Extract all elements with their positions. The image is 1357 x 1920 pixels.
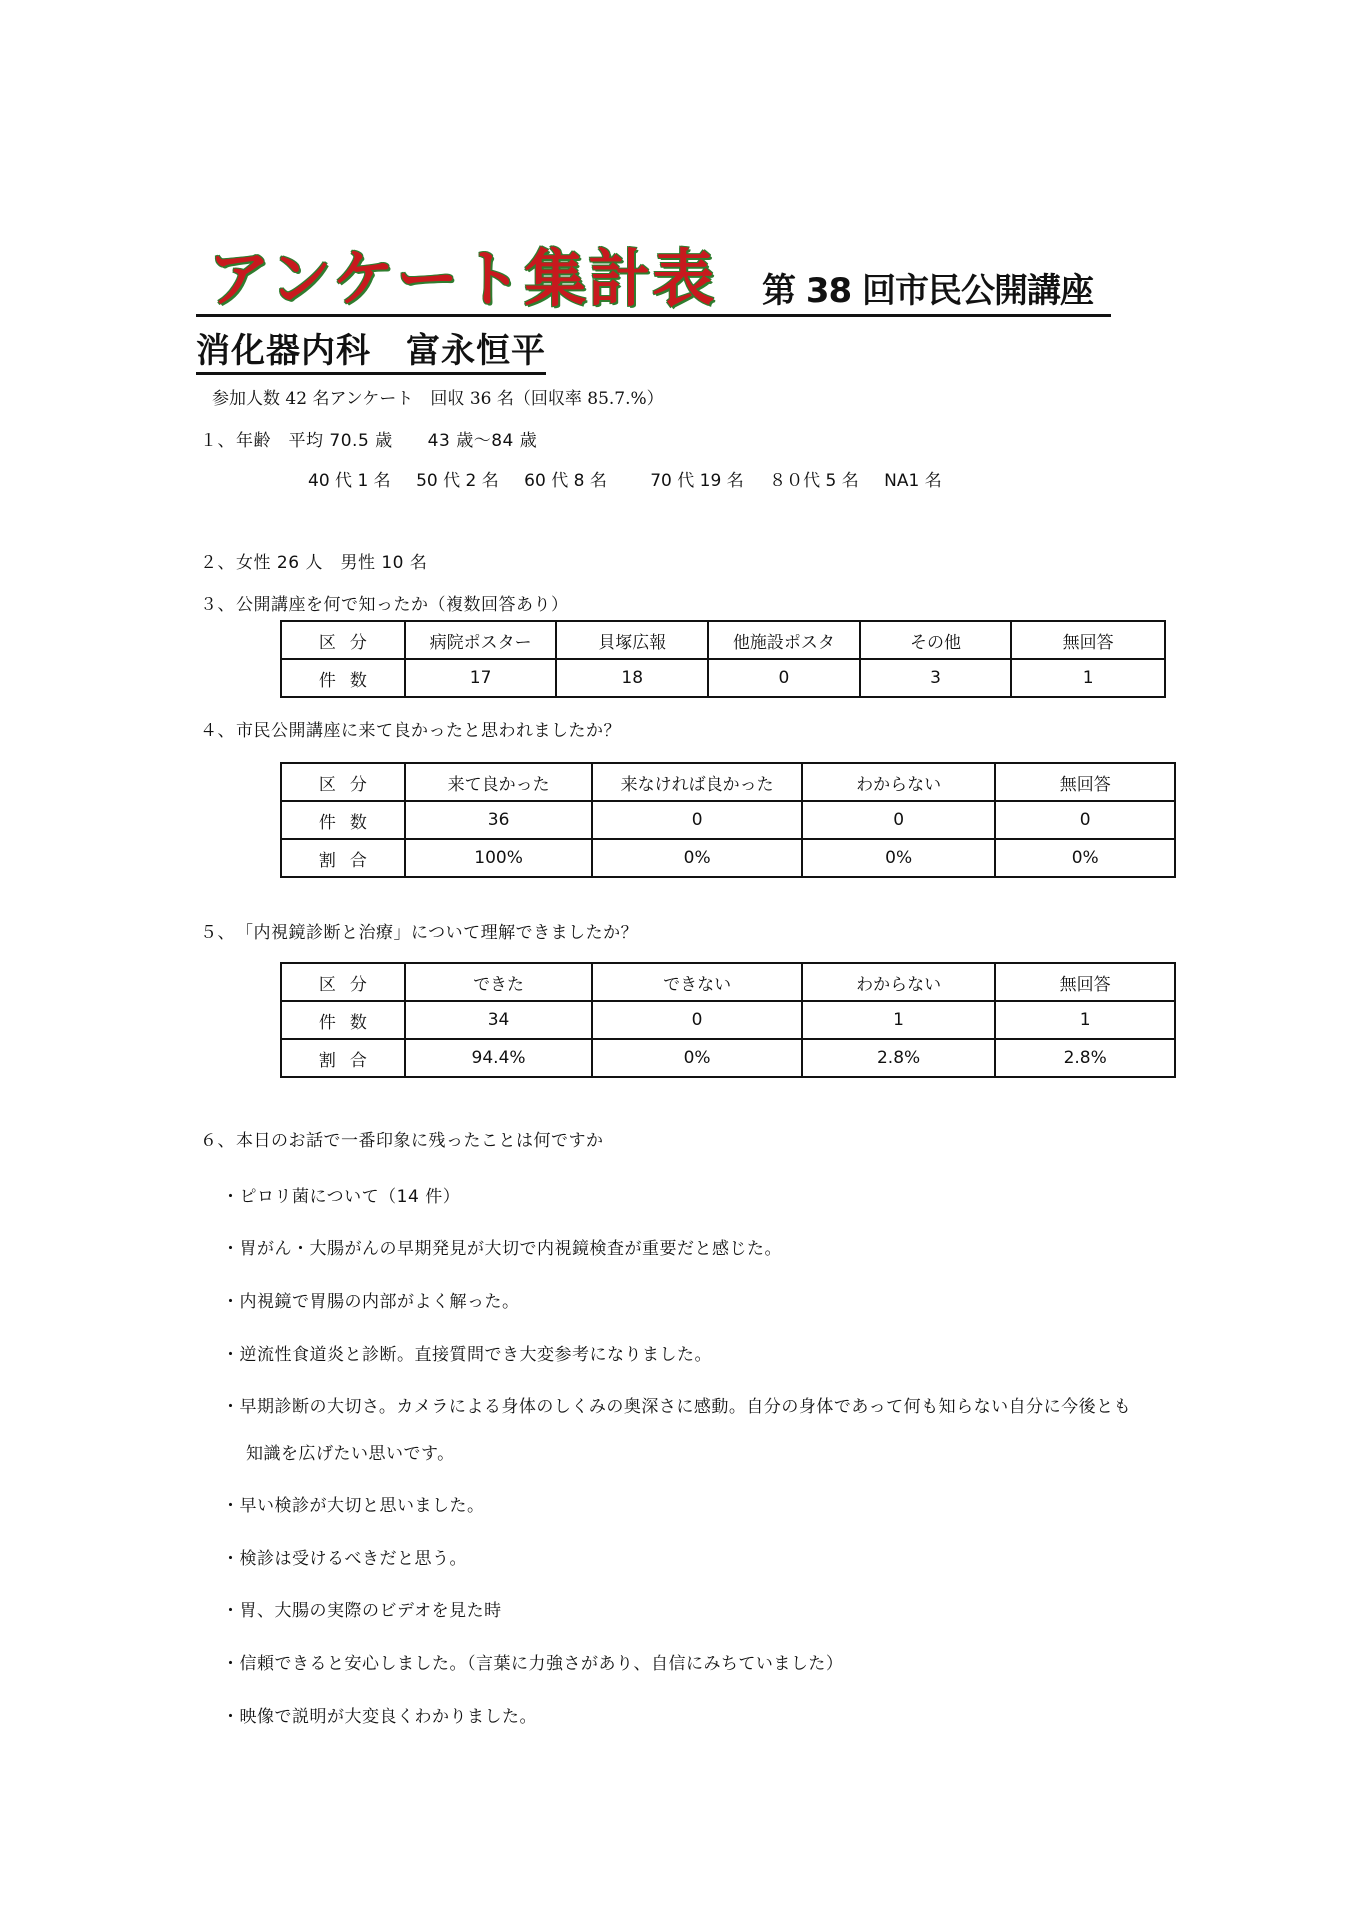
age-group: 50 代 2 名	[416, 471, 499, 491]
table-cell: 0	[708, 659, 860, 697]
question-text: 本日のお話で一番印象に残ったことは何ですか	[236, 1131, 604, 1151]
comment-item: ・早期診断の大切さ。カメラによる身体のしくみの奥深さに感動。自分の身体であって何も知らない自分に今後とも	[222, 1397, 1132, 1417]
comment-item: ・内視鏡で胃腸の内部がよく解った。	[222, 1292, 520, 1312]
age-groups	[308, 466, 962, 491]
department-speaker: 消化器内科 富永恒平	[196, 334, 546, 375]
row-header: 区分	[281, 763, 405, 801]
row-header: 件数	[281, 659, 405, 697]
comment-item: ・信頼できると安心しました。（言葉に力強さがあり、自信にみちていました）	[222, 1654, 844, 1674]
age-group: NA1 名	[884, 471, 942, 491]
table-row	[281, 839, 1175, 877]
column-header: その他	[860, 621, 1012, 659]
table-cell: 100%	[405, 839, 593, 877]
table-cell: 0%	[995, 839, 1175, 877]
age-group: ８０代 5 名	[769, 471, 859, 491]
column-header: 来なければ良かった	[592, 763, 801, 801]
table-row	[281, 1001, 1175, 1039]
table-row	[281, 763, 1175, 801]
question-number: １、	[200, 431, 235, 451]
title-underline	[196, 314, 1111, 317]
age-group: 70 代 19 名	[650, 471, 744, 491]
question-number: ３、	[200, 595, 235, 615]
row-header: 件数	[281, 1001, 405, 1039]
table-cell: 17	[405, 659, 557, 697]
row-header: 区分	[281, 621, 405, 659]
question-number: ６、	[200, 1131, 235, 1151]
row-header: 件数	[281, 801, 405, 839]
question-1	[200, 426, 537, 451]
comment-item: ・映像で説明が大変良くわかりました。	[222, 1707, 537, 1727]
column-header: 無回答	[995, 763, 1175, 801]
column-header: 他施設ポスタ	[708, 621, 860, 659]
column-header: わからない	[802, 763, 996, 801]
table-cell: 0	[802, 801, 996, 839]
row-header: 割合	[281, 839, 405, 877]
satisfaction-table	[280, 762, 1176, 878]
table-row	[281, 963, 1175, 1001]
question-text: 公開講座を何で知ったか（複数回答あり）	[236, 595, 569, 615]
table-cell: 36	[405, 801, 593, 839]
column-header: 病院ポスター	[405, 621, 557, 659]
lecture-subtitle: 第 38 回市民公開講座	[762, 271, 1093, 311]
question-text: 「内視鏡診断と治療」について理解できましたか？	[236, 923, 639, 943]
table-cell: 3	[860, 659, 1012, 697]
column-header: できない	[592, 963, 801, 1001]
table-row	[281, 1039, 1175, 1077]
table-cell: 0%	[802, 839, 996, 877]
table-cell: 0	[592, 1001, 801, 1039]
question-2	[200, 548, 427, 573]
question-number: ２、	[200, 553, 235, 573]
comment-item: ・検診は受けるべきだと思う。	[222, 1549, 467, 1569]
column-header: わからない	[802, 963, 996, 1001]
comment-item: ・胃がん・大腸がんの早期発見が大切で内視鏡検査が重要だと感じた。	[222, 1239, 782, 1259]
understanding-table	[280, 962, 1176, 1078]
column-header: 無回答	[1011, 621, 1165, 659]
comment-item: ・ピロリ菌について（14 件）	[222, 1187, 461, 1207]
table-cell: 1	[1011, 659, 1165, 697]
row-header: 割合	[281, 1039, 405, 1077]
table-cell: 1	[802, 1001, 996, 1039]
table-cell: 34	[405, 1001, 593, 1039]
source-table	[280, 620, 1166, 698]
question-number: ４、	[200, 721, 235, 741]
question-3	[200, 590, 569, 615]
table-cell: 0%	[592, 1039, 801, 1077]
question-5	[200, 918, 638, 943]
question-number: ５、	[200, 923, 235, 943]
column-header: できた	[405, 963, 593, 1001]
question-text: 年齢 平均 70.5 歳 43 歳〜84 歳	[236, 431, 538, 451]
table-cell: 94.4%	[405, 1039, 593, 1077]
question-4	[200, 716, 621, 741]
column-header: 来て良かった	[405, 763, 593, 801]
age-group: 40 代 1 名	[308, 471, 391, 491]
table-row	[281, 621, 1165, 659]
table-cell: 2.8%	[802, 1039, 996, 1077]
question-6	[200, 1126, 604, 1151]
row-header: 区分	[281, 963, 405, 1001]
survey-title: アンケート集計表	[208, 242, 717, 315]
comment-item: ・胃、大腸の実際のビデオを見た時	[222, 1601, 502, 1621]
table-row	[281, 659, 1165, 697]
table-cell: 0	[995, 801, 1175, 839]
column-header: 無回答	[995, 963, 1175, 1001]
comment-item: ・早い検診が大切と思いました。	[222, 1496, 485, 1516]
table-cell: 1	[995, 1001, 1175, 1039]
table-cell: 0%	[592, 839, 801, 877]
question-text: 市民公開講座に来て良かったと思われましたか？	[236, 721, 621, 741]
comment-item: ・逆流性食道炎と診断。直接質問でき大変参考になりました。	[222, 1345, 712, 1365]
age-group: 60 代 8 名	[524, 471, 607, 491]
table-cell: 0	[592, 801, 801, 839]
table-row	[281, 801, 1175, 839]
column-header: 貝塚広報	[556, 621, 708, 659]
table-cell: 18	[556, 659, 708, 697]
participants-summary: 参加人数 42 名アンケート 回収 36 名（回収率 85.7.%）	[212, 389, 664, 409]
comment-item-continuation: 知識を広げたい思いです。	[246, 1444, 455, 1464]
table-cell: 2.8%	[995, 1039, 1175, 1077]
question-text: 女性 26 人 男性 10 名	[236, 553, 428, 573]
